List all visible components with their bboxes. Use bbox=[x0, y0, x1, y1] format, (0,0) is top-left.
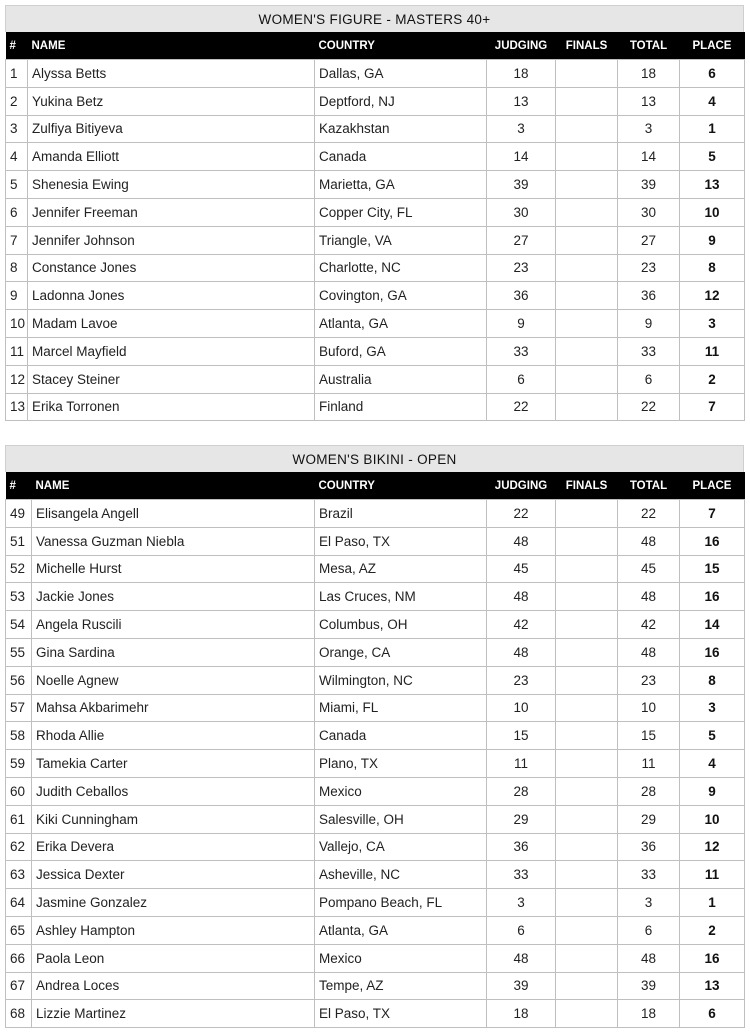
cell-judging: 22 bbox=[487, 500, 556, 528]
cell-number: 10 bbox=[6, 310, 28, 338]
cell-number: 66 bbox=[6, 944, 32, 972]
cell-judging: 45 bbox=[487, 555, 556, 583]
cell-country: Canada bbox=[315, 722, 487, 750]
table-row bbox=[6, 171, 745, 199]
cell-total: 36 bbox=[618, 282, 680, 310]
cell-place: 2 bbox=[680, 916, 745, 944]
table-row bbox=[6, 226, 745, 254]
cell-total: 15 bbox=[618, 722, 680, 750]
cell-place: 3 bbox=[680, 310, 745, 338]
table-row bbox=[6, 666, 745, 694]
cell-name: Constance Jones bbox=[28, 254, 315, 282]
cell-place: 10 bbox=[680, 805, 745, 833]
header-total: TOTAL bbox=[618, 32, 680, 60]
table-row bbox=[6, 805, 745, 833]
cell-number: 60 bbox=[6, 777, 32, 805]
results-table-bikini-open bbox=[5, 445, 744, 1028]
cell-place: 3 bbox=[680, 694, 745, 722]
cell-number: 58 bbox=[6, 722, 32, 750]
table-row bbox=[6, 638, 745, 666]
cell-finals bbox=[556, 666, 618, 694]
cell-total: 48 bbox=[618, 944, 680, 972]
cell-place: 14 bbox=[680, 611, 745, 639]
cell-finals bbox=[556, 337, 618, 365]
table-row bbox=[6, 555, 745, 583]
cell-place: 4 bbox=[680, 750, 745, 778]
cell-country: Kazakhstan bbox=[315, 115, 487, 143]
header-row bbox=[6, 472, 745, 500]
cell-country: Buford, GA bbox=[315, 337, 487, 365]
cell-finals bbox=[556, 638, 618, 666]
cell-name: Noelle Agnew bbox=[32, 666, 315, 694]
cell-finals bbox=[556, 611, 618, 639]
cell-country: Deptford, NJ bbox=[315, 87, 487, 115]
cell-country: El Paso, TX bbox=[315, 1000, 487, 1028]
table-row bbox=[6, 60, 745, 88]
header-finals: FINALS bbox=[556, 32, 618, 60]
cell-country: El Paso, TX bbox=[315, 527, 487, 555]
cell-total: 48 bbox=[618, 638, 680, 666]
cell-name: Erika Torronen bbox=[28, 393, 315, 421]
cell-place: 10 bbox=[680, 198, 745, 226]
cell-judging: 22 bbox=[487, 393, 556, 421]
cell-name: Michelle Hurst bbox=[32, 555, 315, 583]
cell-number: 51 bbox=[6, 527, 32, 555]
cell-finals bbox=[556, 226, 618, 254]
cell-name: Erika Devera bbox=[32, 833, 315, 861]
table-title: WOMEN'S BIKINI - OPEN bbox=[5, 445, 744, 472]
cell-judging: 3 bbox=[487, 115, 556, 143]
header-name: NAME bbox=[32, 472, 315, 500]
cell-finals bbox=[556, 972, 618, 1000]
cell-number: 56 bbox=[6, 666, 32, 694]
header-row bbox=[6, 32, 745, 60]
cell-total: 29 bbox=[618, 805, 680, 833]
header-number: # bbox=[6, 32, 28, 60]
cell-name: Jennifer Johnson bbox=[28, 226, 315, 254]
cell-judging: 48 bbox=[487, 527, 556, 555]
cell-name: Lizzie Martinez bbox=[32, 1000, 315, 1028]
table-row bbox=[6, 282, 745, 310]
cell-country: Mesa, AZ bbox=[315, 555, 487, 583]
table-row bbox=[6, 115, 745, 143]
table-row bbox=[6, 722, 745, 750]
cell-total: 39 bbox=[618, 171, 680, 199]
cell-place: 12 bbox=[680, 282, 745, 310]
cell-name: Kiki Cunningham bbox=[32, 805, 315, 833]
cell-country: Copper City, FL bbox=[315, 198, 487, 226]
table-row bbox=[6, 365, 745, 393]
cell-finals bbox=[556, 115, 618, 143]
cell-judging: 36 bbox=[487, 282, 556, 310]
cell-number: 52 bbox=[6, 555, 32, 583]
cell-number: 68 bbox=[6, 1000, 32, 1028]
table-row bbox=[6, 198, 745, 226]
cell-place: 1 bbox=[680, 889, 745, 917]
cell-finals bbox=[556, 750, 618, 778]
cell-place: 7 bbox=[680, 393, 745, 421]
cell-place: 11 bbox=[680, 337, 745, 365]
cell-judging: 3 bbox=[487, 889, 556, 917]
cell-number: 67 bbox=[6, 972, 32, 1000]
cell-name: Jasmine Gonzalez bbox=[32, 889, 315, 917]
cell-number: 2 bbox=[6, 87, 28, 115]
cell-total: 3 bbox=[618, 115, 680, 143]
table-row bbox=[6, 944, 745, 972]
cell-judging: 33 bbox=[487, 337, 556, 365]
cell-finals bbox=[556, 143, 618, 171]
cell-name: Jackie Jones bbox=[32, 583, 315, 611]
cell-country: Canada bbox=[315, 143, 487, 171]
cell-country: Atlanta, GA bbox=[315, 310, 487, 338]
cell-total: 36 bbox=[618, 833, 680, 861]
cell-judging: 39 bbox=[487, 972, 556, 1000]
cell-country: Vallejo, CA bbox=[315, 833, 487, 861]
cell-total: 14 bbox=[618, 143, 680, 171]
table-row bbox=[6, 861, 745, 889]
cell-judging: 14 bbox=[487, 143, 556, 171]
cell-finals bbox=[556, 555, 618, 583]
table-row bbox=[6, 254, 745, 282]
cell-finals bbox=[556, 60, 618, 88]
cell-total: 22 bbox=[618, 393, 680, 421]
cell-judging: 18 bbox=[487, 1000, 556, 1028]
table-row bbox=[6, 833, 745, 861]
table-row bbox=[6, 393, 745, 421]
cell-place: 5 bbox=[680, 143, 745, 171]
cell-number: 55 bbox=[6, 638, 32, 666]
cell-number: 3 bbox=[6, 115, 28, 143]
cell-number: 57 bbox=[6, 694, 32, 722]
cell-name: Madam Lavoe bbox=[28, 310, 315, 338]
cell-place: 13 bbox=[680, 171, 745, 199]
cell-judging: 11 bbox=[487, 750, 556, 778]
cell-country: Triangle, VA bbox=[315, 226, 487, 254]
cell-number: 12 bbox=[6, 365, 28, 393]
cell-place: 11 bbox=[680, 861, 745, 889]
cell-finals bbox=[556, 944, 618, 972]
cell-finals bbox=[556, 583, 618, 611]
cell-judging: 42 bbox=[487, 611, 556, 639]
cell-total: 48 bbox=[618, 583, 680, 611]
cell-name: Marcel Mayfield bbox=[28, 337, 315, 365]
table-row bbox=[6, 972, 745, 1000]
cell-total: 22 bbox=[618, 500, 680, 528]
cell-number: 64 bbox=[6, 889, 32, 917]
cell-finals bbox=[556, 916, 618, 944]
table-title: WOMEN'S FIGURE - MASTERS 40+ bbox=[5, 5, 744, 32]
cell-finals bbox=[556, 393, 618, 421]
cell-place: 16 bbox=[680, 527, 745, 555]
table-row bbox=[6, 87, 745, 115]
cell-judging: 30 bbox=[487, 198, 556, 226]
cell-total: 33 bbox=[618, 337, 680, 365]
cell-finals bbox=[556, 805, 618, 833]
cell-judging: 29 bbox=[487, 805, 556, 833]
cell-name: Stacey Steiner bbox=[28, 365, 315, 393]
cell-name: Paola Leon bbox=[32, 944, 315, 972]
header-name: NAME bbox=[28, 32, 315, 60]
cell-finals bbox=[556, 1000, 618, 1028]
cell-country: Finland bbox=[315, 393, 487, 421]
cell-total: 27 bbox=[618, 226, 680, 254]
table-row bbox=[6, 337, 745, 365]
cell-country: Mexico bbox=[315, 944, 487, 972]
cell-place: 16 bbox=[680, 638, 745, 666]
cell-place: 7 bbox=[680, 500, 745, 528]
header-finals: FINALS bbox=[556, 472, 618, 500]
table-row bbox=[6, 694, 745, 722]
cell-total: 18 bbox=[618, 1000, 680, 1028]
cell-country: Las Cruces, NM bbox=[315, 583, 487, 611]
cell-total: 30 bbox=[618, 198, 680, 226]
table-row bbox=[6, 1000, 745, 1028]
cell-finals bbox=[556, 87, 618, 115]
cell-name: Judith Ceballos bbox=[32, 777, 315, 805]
cell-judging: 9 bbox=[487, 310, 556, 338]
cell-finals bbox=[556, 694, 618, 722]
cell-place: 12 bbox=[680, 833, 745, 861]
cell-country: Brazil bbox=[315, 500, 487, 528]
cell-country: Salesville, OH bbox=[315, 805, 487, 833]
cell-place: 8 bbox=[680, 666, 745, 694]
cell-place: 4 bbox=[680, 87, 745, 115]
cell-finals bbox=[556, 722, 618, 750]
cell-name: Shenesia Ewing bbox=[28, 171, 315, 199]
cell-judging: 39 bbox=[487, 171, 556, 199]
cell-judging: 48 bbox=[487, 583, 556, 611]
cell-total: 23 bbox=[618, 254, 680, 282]
cell-name: Mahsa Akbarimehr bbox=[32, 694, 315, 722]
cell-country: Atlanta, GA bbox=[315, 916, 487, 944]
cell-name: Jennifer Freeman bbox=[28, 198, 315, 226]
table-row bbox=[6, 143, 745, 171]
cell-number: 65 bbox=[6, 916, 32, 944]
cell-judging: 27 bbox=[487, 226, 556, 254]
cell-number: 63 bbox=[6, 861, 32, 889]
cell-number: 62 bbox=[6, 833, 32, 861]
cell-finals bbox=[556, 310, 618, 338]
cell-place: 9 bbox=[680, 226, 745, 254]
cell-place: 15 bbox=[680, 555, 745, 583]
cell-finals bbox=[556, 500, 618, 528]
cell-country: Marietta, GA bbox=[315, 171, 487, 199]
cell-total: 6 bbox=[618, 365, 680, 393]
cell-total: 48 bbox=[618, 527, 680, 555]
header-judging: JUDGING bbox=[487, 472, 556, 500]
cell-name: Ashley Hampton bbox=[32, 916, 315, 944]
cell-judging: 48 bbox=[487, 944, 556, 972]
results-table-figure-masters bbox=[5, 5, 744, 421]
cell-country: Asheville, NC bbox=[315, 861, 487, 889]
cell-number: 13 bbox=[6, 393, 28, 421]
cell-judging: 6 bbox=[487, 916, 556, 944]
cell-finals bbox=[556, 282, 618, 310]
table-row bbox=[6, 583, 745, 611]
cell-country: Tempe, AZ bbox=[315, 972, 487, 1000]
cell-name: Amanda Elliott bbox=[28, 143, 315, 171]
cell-name: Angela Ruscili bbox=[32, 611, 315, 639]
cell-total: 28 bbox=[618, 777, 680, 805]
cell-country: Miami, FL bbox=[315, 694, 487, 722]
cell-place: 6 bbox=[680, 1000, 745, 1028]
header-total: TOTAL bbox=[618, 472, 680, 500]
cell-total: 3 bbox=[618, 889, 680, 917]
cell-country: Wilmington, NC bbox=[315, 666, 487, 694]
cell-country: Plano, TX bbox=[315, 750, 487, 778]
cell-name: Tamekia Carter bbox=[32, 750, 315, 778]
results-table bbox=[5, 32, 745, 421]
cell-number: 53 bbox=[6, 583, 32, 611]
cell-number: 49 bbox=[6, 500, 32, 528]
cell-place: 16 bbox=[680, 944, 745, 972]
cell-country: Pompano Beach, FL bbox=[315, 889, 487, 917]
cell-total: 6 bbox=[618, 916, 680, 944]
cell-place: 13 bbox=[680, 972, 745, 1000]
cell-number: 11 bbox=[6, 337, 28, 365]
cell-judging: 10 bbox=[487, 694, 556, 722]
cell-total: 18 bbox=[618, 60, 680, 88]
cell-finals bbox=[556, 198, 618, 226]
cell-name: Ladonna Jones bbox=[28, 282, 315, 310]
cell-number: 1 bbox=[6, 60, 28, 88]
cell-name: Yukina Betz bbox=[28, 87, 315, 115]
cell-number: 7 bbox=[6, 226, 28, 254]
results-table bbox=[5, 472, 745, 1028]
cell-number: 54 bbox=[6, 611, 32, 639]
cell-name: Andrea Loces bbox=[32, 972, 315, 1000]
cell-total: 45 bbox=[618, 555, 680, 583]
cell-place: 16 bbox=[680, 583, 745, 611]
cell-number: 4 bbox=[6, 143, 28, 171]
cell-judging: 23 bbox=[487, 666, 556, 694]
cell-finals bbox=[556, 254, 618, 282]
cell-place: 2 bbox=[680, 365, 745, 393]
cell-total: 23 bbox=[618, 666, 680, 694]
table-row bbox=[6, 889, 745, 917]
cell-name: Alyssa Betts bbox=[28, 60, 315, 88]
cell-judging: 18 bbox=[487, 60, 556, 88]
cell-finals bbox=[556, 861, 618, 889]
cell-total: 42 bbox=[618, 611, 680, 639]
cell-number: 8 bbox=[6, 254, 28, 282]
table-row bbox=[6, 611, 745, 639]
cell-number: 9 bbox=[6, 282, 28, 310]
cell-name: Vanessa Guzman Niebla bbox=[32, 527, 315, 555]
cell-country: Columbus, OH bbox=[315, 611, 487, 639]
table-row bbox=[6, 310, 745, 338]
cell-judging: 36 bbox=[487, 833, 556, 861]
cell-number: 5 bbox=[6, 171, 28, 199]
table-row bbox=[6, 916, 745, 944]
cell-place: 8 bbox=[680, 254, 745, 282]
cell-country: Mexico bbox=[315, 777, 487, 805]
header-number: # bbox=[6, 472, 32, 500]
cell-finals bbox=[556, 889, 618, 917]
cell-name: Zulfiya Bitiyeva bbox=[28, 115, 315, 143]
cell-finals bbox=[556, 777, 618, 805]
cell-country: Dallas, GA bbox=[315, 60, 487, 88]
cell-country: Covington, GA bbox=[315, 282, 487, 310]
table-row bbox=[6, 527, 745, 555]
cell-country: Orange, CA bbox=[315, 638, 487, 666]
cell-finals bbox=[556, 365, 618, 393]
cell-judging: 33 bbox=[487, 861, 556, 889]
cell-judging: 15 bbox=[487, 722, 556, 750]
cell-judging: 13 bbox=[487, 87, 556, 115]
cell-place: 1 bbox=[680, 115, 745, 143]
header-judging: JUDGING bbox=[487, 32, 556, 60]
table-row bbox=[6, 777, 745, 805]
header-place: PLACE bbox=[680, 32, 745, 60]
table-row bbox=[6, 500, 745, 528]
cell-finals bbox=[556, 171, 618, 199]
cell-name: Rhoda Allie bbox=[32, 722, 315, 750]
cell-total: 33 bbox=[618, 861, 680, 889]
cell-name: Elisangela Angell bbox=[32, 500, 315, 528]
cell-place: 5 bbox=[680, 722, 745, 750]
cell-number: 59 bbox=[6, 750, 32, 778]
cell-total: 13 bbox=[618, 87, 680, 115]
cell-place: 9 bbox=[680, 777, 745, 805]
cell-finals bbox=[556, 527, 618, 555]
header-place: PLACE bbox=[680, 472, 745, 500]
cell-place: 6 bbox=[680, 60, 745, 88]
header-country: COUNTRY bbox=[315, 32, 487, 60]
cell-finals bbox=[556, 833, 618, 861]
cell-country: Australia bbox=[315, 365, 487, 393]
cell-number: 6 bbox=[6, 198, 28, 226]
header-country: COUNTRY bbox=[315, 472, 487, 500]
cell-judging: 48 bbox=[487, 638, 556, 666]
cell-total: 10 bbox=[618, 694, 680, 722]
cell-judging: 28 bbox=[487, 777, 556, 805]
cell-total: 11 bbox=[618, 750, 680, 778]
cell-name: Gina Sardina bbox=[32, 638, 315, 666]
cell-judging: 6 bbox=[487, 365, 556, 393]
cell-country: Charlotte, NC bbox=[315, 254, 487, 282]
table-row bbox=[6, 750, 745, 778]
cell-total: 39 bbox=[618, 972, 680, 1000]
cell-judging: 23 bbox=[487, 254, 556, 282]
cell-name: Jessica Dexter bbox=[32, 861, 315, 889]
cell-number: 61 bbox=[6, 805, 32, 833]
cell-total: 9 bbox=[618, 310, 680, 338]
